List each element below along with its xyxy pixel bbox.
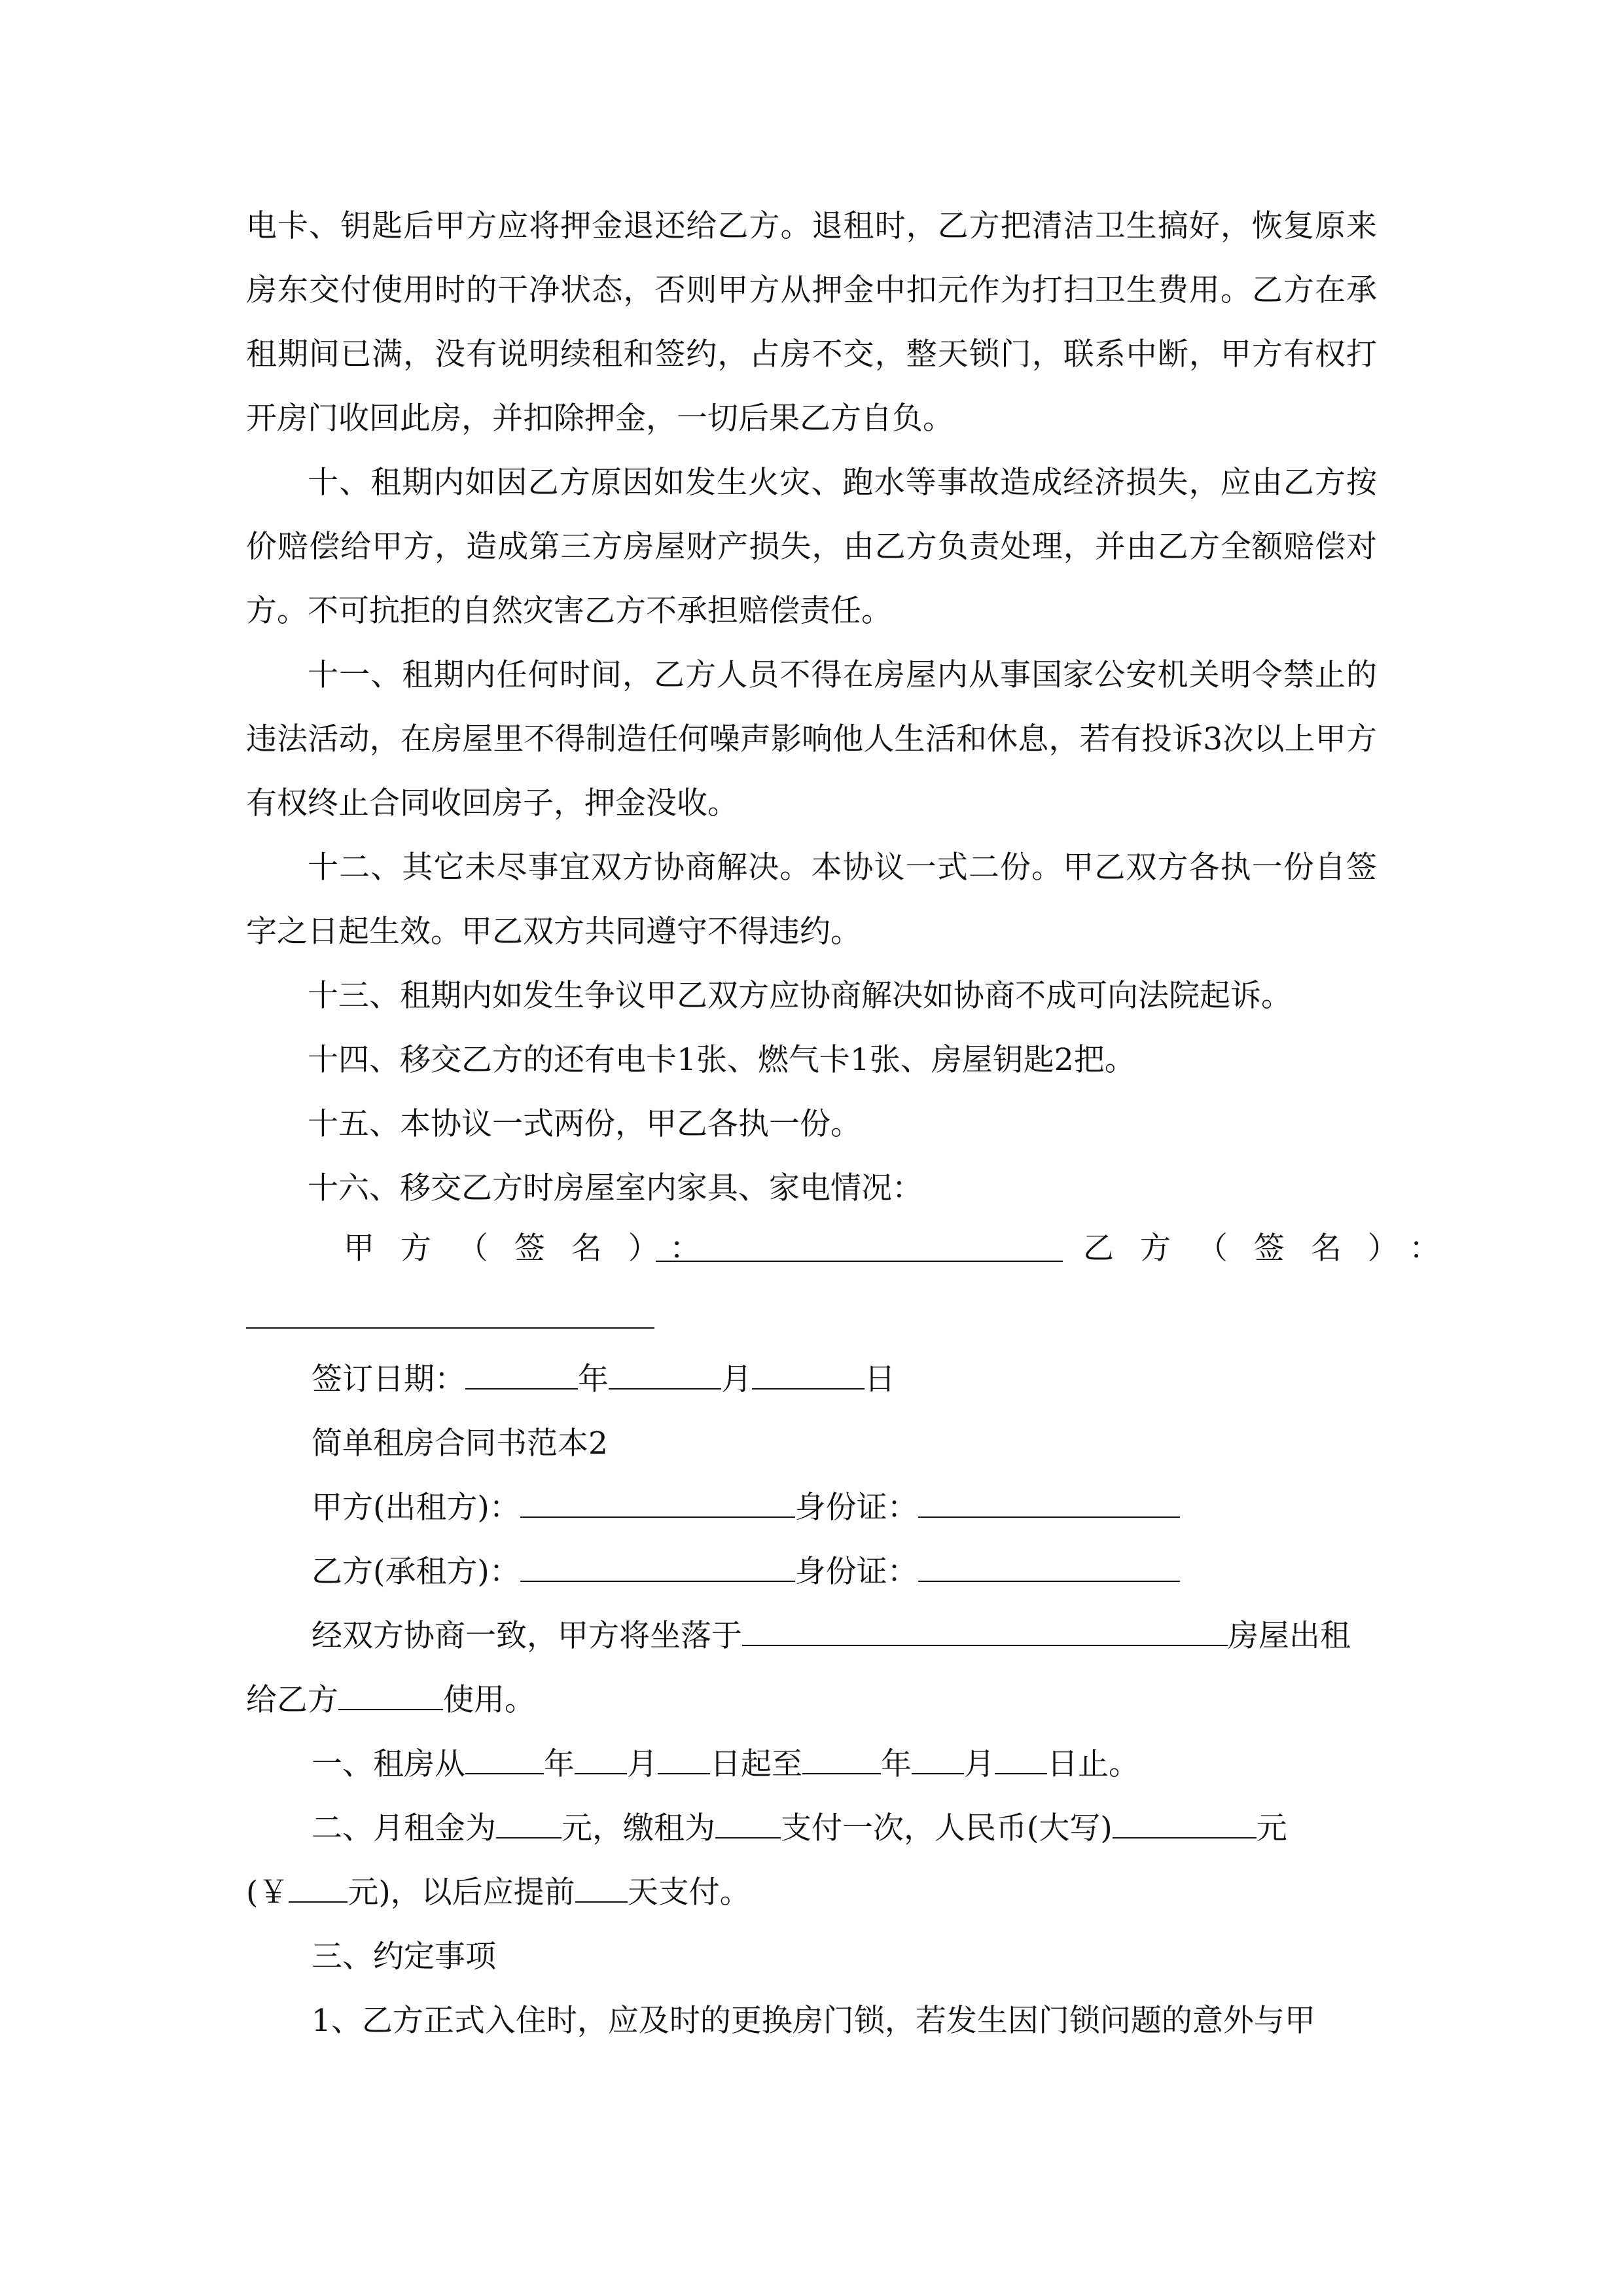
term-text-2: 日起至 [710,1746,802,1782]
party-a-id-label: 身份证： [794,1490,918,1526]
clause-10: 十、租期内如因乙方原因如发生火灾、跑水等事故造成经济损失，应由乙方按价赔偿给甲方，造成第三方房屋财产损失，由乙方负责处理，并由乙方全额赔偿对方。不可抗拒的自然灾害乙方不承担赔偿责任。 [246,465,1377,629]
rent-text-5: (￥ [246,1874,289,1910]
agreement-text-2: 房屋出租 [1228,1618,1351,1654]
party-b-name-blank[interactable] [520,1551,795,1582]
party-b-id-label: 身份证： [794,1554,918,1590]
signing-date [312,1355,895,1399]
day-label: 日 [865,1361,895,1397]
property-location-blank[interactable] [742,1615,1228,1646]
party-a-signature-label: 甲方（签名）： [344,1230,727,1266]
party-a-row [312,1483,1180,1527]
end-year-blank[interactable] [802,1743,881,1774]
advance-days-blank[interactable] [575,1871,628,1903]
start-year-blank[interactable] [465,1743,544,1774]
month-blank[interactable] [609,1358,721,1390]
party-b-id-blank[interactable] [918,1551,1180,1582]
party-a-id-blank[interactable] [918,1486,1180,1518]
agreement-line-1 [312,1611,1351,1655]
year-label: 年 [578,1361,609,1397]
term-text-1: 一、租房从 [312,1746,465,1782]
party-b-signature-label: 乙方（签名）： [1083,1230,1467,1266]
rent-text-7: 天支付。 [627,1874,751,1910]
term-row [312,1740,1139,1784]
end-day-blank[interactable] [995,1743,1047,1774]
start-month-blank[interactable] [575,1743,627,1774]
party-b-row [312,1547,1180,1591]
usage-blank[interactable] [338,1679,443,1710]
clause-15: 十五、本协议一式两份，甲乙各执一份。 [308,1106,861,1142]
section-3-heading: 三、约定事项 [312,1939,496,1975]
party-a-label: 甲方(出租方)： [312,1490,520,1526]
term-text-3: 日止。 [1047,1746,1139,1782]
clause-11: 十一、租期内任何时间，乙方人员不得在房屋内从事国家公安机关明令禁止的违法活动，在房屋里不得制造任何噪声影响他人生活和休息，若有投诉3次以上甲方有权终止合同收回房子，押金没收。 [246,657,1377,821]
month-label: 月 [721,1361,752,1397]
party-b-signature [1083,1224,1466,1268]
agreement-text-4: 使用。 [443,1682,535,1718]
party-b-signature-blank[interactable] [246,1327,654,1329]
start-day-blank[interactable] [658,1743,710,1774]
start-month-label: 月 [627,1746,658,1782]
rent-text-3: 支付一次，人民币(大写) [781,1810,1113,1846]
item-1: 1、乙方正式入住时，应及时的更换房门锁，若发生因门锁问题的意外与甲 [312,2003,1315,2039]
end-year-label: 年 [881,1746,912,1782]
day-blank[interactable] [752,1358,865,1390]
clause-16: 十六、移交乙方时房屋室内家具、家电情况： [308,1170,923,1206]
party-a-name-blank[interactable] [520,1486,795,1518]
clause-13: 十三、租期内如发生争议甲乙双方应协商解决如协商不成可向法院起诉。 [308,978,1292,1014]
rent-row-2 [246,1868,751,1912]
party-a-signature-blank[interactable] [656,1230,1063,1262]
agreement-text-1: 经双方协商一致，甲方将坐落于 [312,1618,742,1654]
year-blank[interactable] [465,1358,578,1390]
rent-text-1: 二、月租金为 [312,1810,496,1846]
payment-cycle-blank[interactable] [715,1807,781,1839]
rent-text-2: 元，缴租为 [562,1810,715,1846]
clause-12: 十二、其它未尽事宜双方协商解决。本协议一式二份。甲乙双方各执一份自签字之日起生效。甲乙双方共同遵守不得违约。 [246,850,1377,950]
rent-text-4: 元 [1256,1810,1287,1846]
party-b-label: 乙方(承租方)： [312,1554,520,1590]
date-label: 签订日期： [312,1361,465,1397]
end-month-label: 月 [964,1746,995,1782]
agreement-text-3: 给乙方 [246,1682,338,1718]
rmb-figure-blank[interactable] [289,1871,348,1903]
contract-body [246,194,1377,1221]
contract-title-2: 简单租房合同书范本2 [312,1426,608,1462]
rent-text-6: 元)，以后应提前 [348,1874,575,1910]
monthly-rent-blank[interactable] [496,1807,562,1839]
rmb-uppercase-blank[interactable] [1113,1807,1257,1839]
agreement-line-2 [246,1676,535,1719]
clause-14: 十四、移交乙方的还有电卡1张、燃气卡1张、房屋钥匙2把。 [308,1042,1135,1078]
end-month-blank[interactable] [912,1743,964,1774]
rent-row-1 [312,1804,1287,1848]
paragraph-continuation: 电卡、钥匙后甲方应将押金退还给乙方。退租时，乙方把清洁卫生搞好，恢复原来房东交付使用时的干净状态，否则甲方从押金中扣元作为打扫卫生费用。乙方在承租期间已满，没有说明续租和签约，占房不交，整天锁门，联系中断，甲方有权打开房门收回此房，并扣除押金，一切后果乙方自负。 [246,208,1377,437]
start-year-label: 年 [544,1746,575,1782]
